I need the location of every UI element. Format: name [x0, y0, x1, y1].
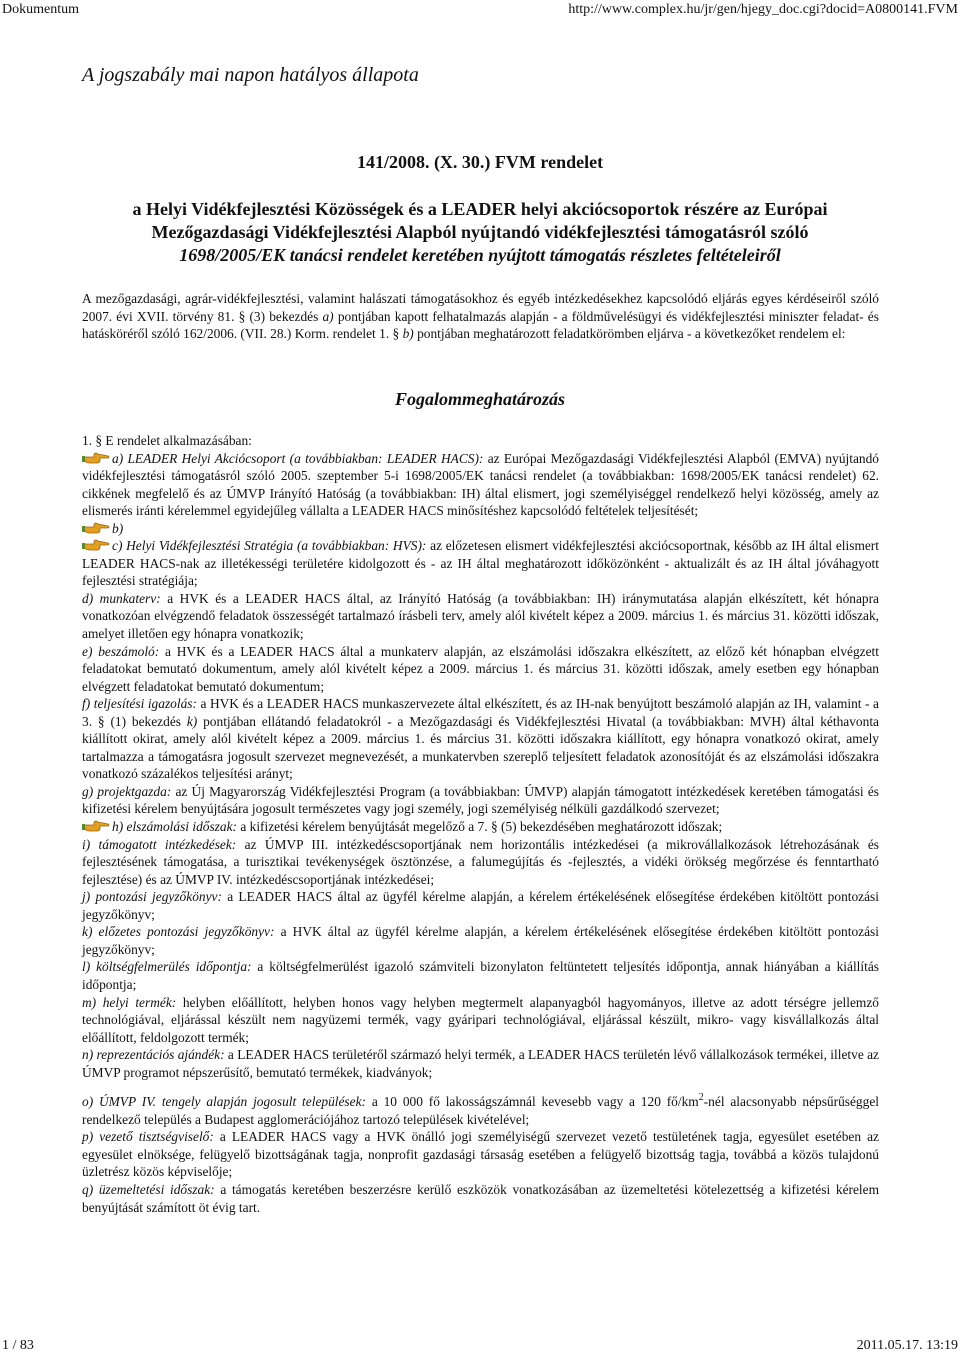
text-q: a támogatás keretében beszerzésre kerülő eszközök vonatkozásában az üzemeltetési kötelezettség a kifizetési kérelem benyújtását számított öt évig tart.	[82, 1181, 879, 1215]
body-text	[82, 432, 879, 1216]
para-n	[82, 1046, 879, 1081]
title-line-1: a Helyi Vidékfejlesztési Közösségek és a LEADER helyi akciócsoportok részére az Európai	[132, 199, 828, 219]
text-c: az előzetesen elismert vidékfejlesztési akciócsoportnak, később az IH által elismert LEADER HACS-nak az illetékességi területére kidolgozott és - az IH által meghatározott időközönként - aktualizált és az IH által jóváhagyott fejlesztési stratégiája;	[82, 538, 879, 589]
term-i: i) támogatott intézkedések:	[82, 836, 237, 852]
status-line: A jogszabály mai napon hatályos állapota	[82, 64, 419, 86]
preamble-l2b: pontjában kapott felhatalmazás alapján - a	[337, 308, 568, 324]
para-l	[82, 958, 879, 993]
para-g	[82, 783, 879, 818]
para-h	[82, 818, 879, 836]
page-header	[0, 2, 960, 22]
term-a: a) LEADER Helyi Akciócsoport (a továbbiakban: LEADER HACS):	[112, 450, 484, 466]
pointing-hand-icon[interactable]	[82, 819, 110, 833]
header-doc-label: Dokumentum	[2, 2, 79, 17]
text-f-2: pontjában ellátandó feladatokról - a Mezőgazdasági és Vidékfejlesztési Hivatal (a továbbiakban: MVH) által kéthavonta kiállított okirat, amely alól kivételt képez a 2009. március 1. és március 31. közötti időszakra kiállított, egy hónapra vonatkozó okirat, amely tartalmazza a támogatásra jogosult szervezet megnevezését, a munkatervben szereplő teljesített feladatok azonosítóját és az elszámolási időszakra vonatkozó százalékos teljesítési arányt;	[82, 713, 879, 782]
pointing-hand-icon[interactable]	[82, 521, 110, 535]
title-line-3: 1698/2005/EK tanácsi rendelet keretében nyújtott támogatás részletes feltételeiről	[179, 245, 781, 265]
doc-number: 141/2008. (X. 30.) FVM rendelet	[356, 152, 604, 172]
term-q: q) üzemeltetési időszak:	[82, 1181, 215, 1197]
page-footer	[0, 1338, 960, 1358]
text-k: a HVK által az ügyfél kérelme alapján, a kérelem értékelésének elősegítése érdekében kitöltött pontozási jegyzőkönyv;	[82, 924, 879, 957]
text-f-it: k)	[186, 713, 198, 729]
term-b: b)	[112, 520, 124, 536]
pointing-hand-icon[interactable]	[82, 538, 110, 552]
preamble-l4: pontjában meghatározott feladatkörömben eljárva - a következőket rendelem el:	[417, 326, 846, 341]
term-l: l) költségfelmerülés időpontja:	[82, 959, 252, 975]
preamble	[82, 290, 879, 343]
text-f-1: a HVK és a LEADER HACS munkaszervezete által elkészített, és az IH-nak benyújtott beszámoló alapján az IH, valamint - a 3. § (1) bekezdés	[82, 696, 879, 729]
text-l: a költségfelmerülést igazoló számviteli bizonylaton feltüntetett teljesítés időpontja, annak hiányában a kiállítás időpontja;	[82, 959, 879, 992]
term-h: h) elszámolási időszak:	[112, 819, 237, 835]
para-intro: 1. § E rendelet alkalmazásában:	[82, 433, 252, 448]
para-o	[82, 1089, 879, 1128]
text-d: a HVK és a LEADER HACS által, az Irányító Hatóság (a továbbiakban: IH) iránymutatása alapján elkészített, két hónapra vonatkozóan elvégzendő feladatok összességét tartalmazó írásbeli terv, amely alól kivételt képez a 2009. március 1. és március 31. közötti időszak, amelyet illetően egy hónapra vonatkozik;	[82, 590, 879, 642]
para-j	[82, 888, 879, 923]
term-c: c) Helyi Vidékfejlesztési Stratégia (a továbbiakban: HVS):	[112, 538, 427, 554]
text-o-2: -nél alacsonyabb népsűrűséggel rendelkező település a Budapest agglomerációjához tartozó települések kivételével;	[82, 1094, 879, 1127]
para-q	[82, 1181, 879, 1216]
text-g: az Új Magyarország Vidékfejlesztési Program (a továbbiakban: ÚMVP) alapján támogatott intézkedések keretében támogatási és kifizetési kérelem benyújtására jogosult természetes vagy jogi személy, jogi személyiség nélküli gazdálkodó szervezet;	[82, 783, 879, 817]
para-m	[82, 994, 879, 1047]
term-p: p) vezető tisztségviselő:	[82, 1129, 214, 1145]
page-counter: 1 / 83	[2, 1338, 34, 1353]
text-h: a kifizetési kérelem benyújtását megelőző a 7. § (5) bekezdésében meghatározott időszak;	[240, 819, 723, 835]
para-k	[82, 923, 879, 958]
term-o: o) ÚMVP IV. tengely alapján jogosult települések:	[82, 1094, 366, 1110]
text-e: a HVK és a LEADER HACS által a munkaterv alapján, az elszámolási időszakra elkészített, az előző két hónapban elvégzett feladatokat bemutató dokumentum, amely alól kivételt képez a 2009. március 1. és március 31. közötti időszak, amely esetben egy hónapban elvégzett feladatokat bemutató dokumentum;	[82, 643, 879, 694]
preamble-l3: földművelésügyi és vidékfejlesztési miniszter feladat- és hatásköréről szóló 162/2006. (VII. 28.) Korm. rendelet 1. §	[82, 308, 879, 341]
para-c	[82, 537, 879, 590]
text-m: helyben előállított, helyben honos vagy helyben megtermelt alapanyagból hagyományos, illetve az adott térségre jellemző technológiával, eljárással készült nem nagyüzemi termék, vagy gyáripari technológiával, eljárással készült, mikro- vagy kisvállalkozás által előállított, feldolgozott termék;	[82, 994, 879, 1045]
header-url[interactable]: http://www.complex.hu/jr/gen/hjegy_doc.cgi?docid=A0800141.FVM	[568, 2, 958, 17]
para-b	[82, 520, 879, 538]
term-m: m) helyi termék:	[82, 994, 177, 1010]
text-o-1: a 10 000 fő lakosságszámnál kevesebb vagy a 120 fő/km	[371, 1094, 699, 1110]
term-e: e) beszámoló:	[82, 643, 160, 659]
section-title: Fogalommeghatározás	[394, 389, 566, 409]
preamble-l3-it: b)	[402, 326, 414, 341]
title-line-2: Mezőgazdasági Vidékfejlesztési Alapból nyújtandó vidékfejlesztési támogatásról szóló	[151, 222, 809, 242]
para-i	[82, 836, 879, 889]
term-g: g) projektgazda:	[82, 783, 172, 799]
para-a	[82, 450, 879, 520]
superscript-2: 2	[698, 1092, 704, 1104]
doc-title	[82, 198, 878, 267]
term-k: k) előzetes pontozási jegyzőkönyv:	[82, 924, 275, 940]
print-timestamp: 2011.05.17. 13:19	[856, 1338, 958, 1353]
para-d	[82, 590, 879, 643]
term-d: d) munkaterv:	[82, 590, 161, 606]
text-a: az Európai Mezőgazdasági Vidékfejlesztési Alapból (EMVA) nyújtandó vidékfejlesztési támogatásról szóló 2005. szeptember 5-i 1698/2005/EK tanácsi rendelet (a továbbiakban: 1698/2005/EK tanácsi rendelet) 62. cikkének megfelelő és az ÚMVP Irányító Hatóság (a továbbiakban: IH) által elismert, jogi személyiséggel rendelkező helyi közösség, amely az elismerés iránti kérelemmel egyidejűleg vállalta a LEADER HACS minősítéshez kapcsolódó feltételek teljesítését;	[82, 450, 879, 519]
term-n: n) reprezentációs ajándék:	[82, 1047, 225, 1063]
term-f: f) teljesítési igazolás:	[82, 696, 197, 712]
text-i: az ÚMVP III. intézkedéscsoportjának nem horizontális intézkedései (a mikrovállalkozások létrehozásának és fejlesztésének támogatása, a turisztikai tevékenységek ösztönzése, a falumegújítás és -fejlesztés, a vidéki örökség megőrzése és fenntartható fejlesztése) és az ÚMVP IV. intézkedéscsoportjának intézkedései;	[82, 836, 879, 887]
term-j: j) pontozási jegyzőkönyv:	[82, 889, 222, 905]
text-p: a LEADER HACS vagy a HVK önálló jogi személyiségű szervezet vezető testületének tagja, egyesület esetében az egyesület elnöksége, felügyelő bizottságának tagja, nonprofit gazdasági társaság esetében a felügyelő bizottság tagja, továbbá a közös tulajdonú üzletrész közös képviselője;	[82, 1129, 879, 1180]
text-j: a LEADER HACS által az ügyfél kérelme alapján, a kérelem értékelésének elősegítése érdekében kitöltött pontozási jegyzőkönyv;	[82, 889, 879, 922]
preamble-l2: egyes kérdéseiről szóló 2007. évi XVII. törvény 81. § (3) bekezdés	[82, 291, 879, 324]
text-n: a LEADER HACS területéről származó helyi termék, a LEADER HACS területén lévő vállalkozások termékei, illetve az ÚMVP programot népszerűsítő, bemutató termékek, kiadványok;	[82, 1047, 879, 1080]
preamble-l1: A mezőgazdasági, agrár-vidékfejlesztési, valamint halászati támogatásokhoz és egyéb intézkedésekhez kapcsolódó eljárás	[82, 291, 748, 306]
preamble-l2-it: a)	[322, 308, 334, 324]
pointing-hand-icon[interactable]	[82, 451, 110, 465]
para-p	[82, 1128, 879, 1181]
para-f	[82, 695, 879, 783]
para-e	[82, 643, 879, 696]
